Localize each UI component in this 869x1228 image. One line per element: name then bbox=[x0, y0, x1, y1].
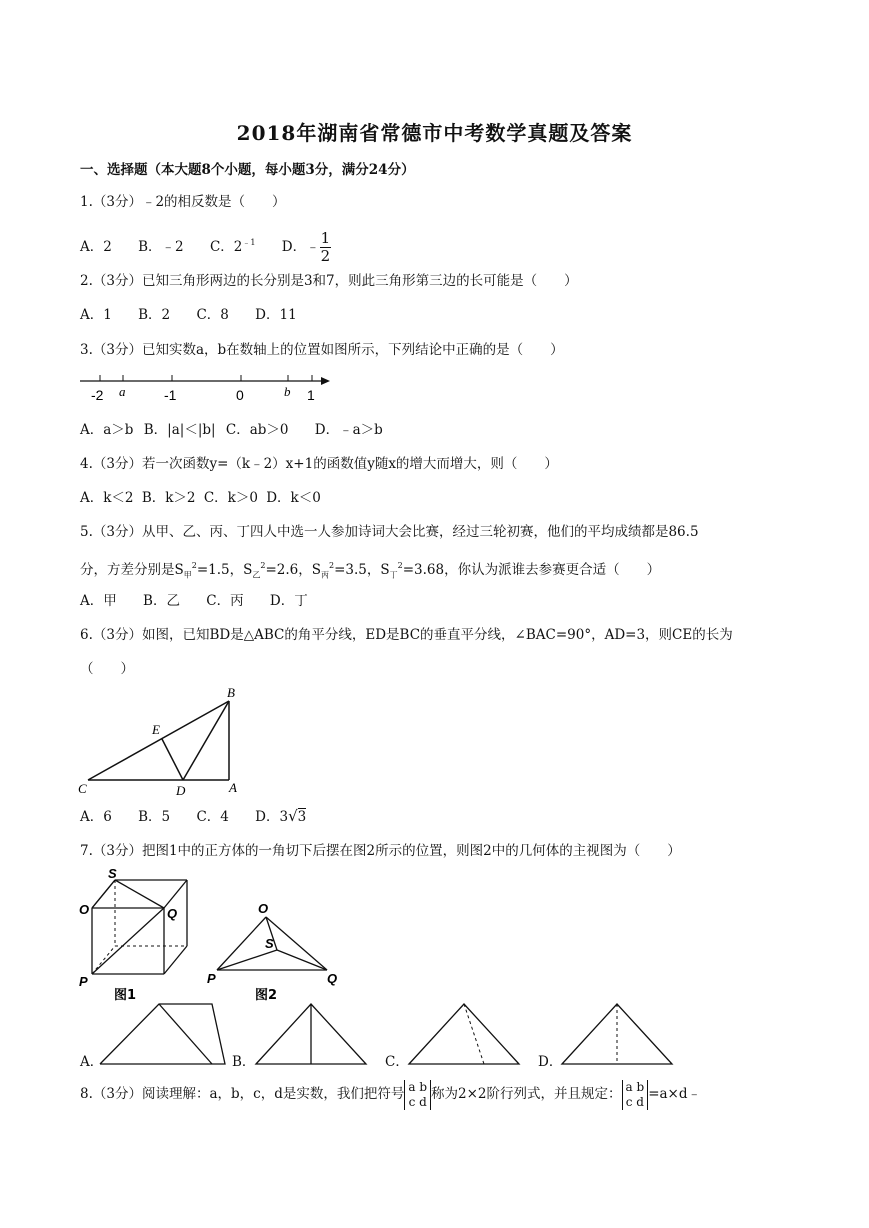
q2-option-d: D．11 bbox=[255, 307, 297, 323]
q7-option-a: A． bbox=[80, 1054, 104, 1070]
option-a-shape bbox=[100, 1004, 225, 1064]
q5-option-d: D．丁 bbox=[269, 593, 308, 609]
question-6-stem-line1: 6.（3分）如图，已知BD是△ABC的角平分线，ED是BC的垂直平分线，∠BAC=90°，AD=3，则CE的长为 bbox=[80, 627, 733, 643]
option-c-shape bbox=[409, 1004, 519, 1064]
q2-option-b: B．2 bbox=[138, 307, 171, 323]
axis-label-a: a bbox=[119, 384, 126, 399]
question-8-stem: 8.（3分）阅读理解：a，b，c，d是实数，我们把符号 a b c d 称为2×2阶行列式，并且规定： a b c d =a×d﹣ bbox=[80, 1079, 702, 1109]
q1-option-b: B．﹣2 bbox=[138, 239, 184, 255]
fig2-label-o: O bbox=[258, 901, 269, 916]
q6-option-d: D．3√3 bbox=[255, 807, 307, 825]
q3-option-c: C．ab＞0 bbox=[225, 422, 289, 438]
q3-option-d: D．﹣a＞b bbox=[314, 422, 383, 438]
figure-1-caption: 图1 bbox=[114, 988, 137, 1003]
q5-option-c: C．丙 bbox=[206, 593, 244, 609]
option-d-shape bbox=[562, 1004, 672, 1064]
determinant-definition: a b c d bbox=[622, 1080, 649, 1110]
figure-2-caption: 图2 bbox=[255, 988, 278, 1003]
fig1-label-q: Q bbox=[167, 906, 178, 921]
fig1-label-s: S bbox=[108, 866, 117, 881]
q6-option-c: C．4 bbox=[196, 809, 229, 825]
figure-2-tetrahedron bbox=[207, 901, 337, 1003]
q6-option-a: A．6 bbox=[80, 809, 112, 825]
section-heading: 一、选择题（本大题8个小题，每小题3分，满分24分） bbox=[80, 162, 415, 178]
vertex-b: B bbox=[227, 685, 235, 700]
fig1-label-p: P bbox=[79, 974, 88, 989]
q4-option-b: B．k＞2 bbox=[141, 490, 196, 506]
fig2-label-s: S bbox=[265, 936, 274, 951]
question-2-stem: 2.（3分）已知三角形两边的长分别是3和7，则此三角形第三边的长可能是（ ） bbox=[80, 273, 578, 289]
vertex-c: C bbox=[78, 781, 87, 796]
fig1-label-o: O bbox=[79, 902, 90, 917]
question-5-stem-line1: 5.（3分）从甲、乙、丙、丁四人中选一人参加诗词大会比赛，经过三轮初赛，他们的平均成绩都是86.5 bbox=[80, 524, 699, 540]
figure-1-cube bbox=[79, 866, 187, 1003]
option-b-shape bbox=[256, 1004, 366, 1064]
question-1-stem: 1.（3分）﹣2的相反数是（ ） bbox=[80, 194, 286, 210]
q7-option-b: B． bbox=[232, 1054, 256, 1070]
q5-option-b: B．乙 bbox=[143, 593, 180, 609]
question-6-stem-line2: （ ） bbox=[80, 661, 134, 677]
q5-option-a: A．甲 bbox=[80, 593, 117, 609]
question-3-stem: 3.（3分）已知实数a，b在数轴上的位置如图所示，下列结论中正确的是（ ） bbox=[80, 342, 564, 358]
fig2-label-q: Q bbox=[327, 971, 338, 986]
axis-label-neg1: -1 bbox=[164, 387, 177, 403]
determinant-symbol: a b c d bbox=[404, 1080, 431, 1110]
q1-fraction: $\frac{1}{2}$ bbox=[320, 229, 331, 265]
q1-option-a: A．2 bbox=[80, 239, 112, 255]
q4-option-c: C．k＞0 bbox=[203, 490, 258, 506]
q4-option-a: A．k＜2 bbox=[80, 490, 134, 506]
axis-label-b: b bbox=[284, 384, 291, 399]
vertex-a: A bbox=[229, 780, 237, 795]
question-5-stem-line2: 分，方差分别是$S_甲^2=1.5$，$S_乙^2=2.6$，$S_丙^2=3.5$，$S_丁^2=3.68$，你认为派谁去参赛更合适（ ） bbox=[80, 561, 661, 580]
q6-option-b: B．5 bbox=[138, 809, 171, 825]
q7-option-c: C． bbox=[385, 1054, 409, 1070]
q2-option-c: C．8 bbox=[196, 307, 229, 323]
q7-option-d: D． bbox=[538, 1054, 563, 1070]
q4-option-d: D．k＜0 bbox=[266, 490, 321, 506]
q3-option-a: A．a＞b bbox=[80, 422, 134, 438]
q3-option-b: B．|a|＜|b| bbox=[143, 422, 216, 438]
question-7-stem: 7.（3分）把图1中的正方体的一角切下后摆在图2所示的位置，则图2中的几何体的主视图为（ ） bbox=[80, 843, 681, 859]
point-e: E bbox=[152, 722, 160, 737]
page-title: 2018年湖南省常德市中考数学真题及答案 bbox=[236, 121, 633, 145]
axis-label-neg2: -2 bbox=[91, 387, 104, 403]
question-4-stem: 4.（3分）若一次函数y=（k﹣2）x+1的函数值y随x的增大而增大，则（ ） bbox=[80, 456, 558, 472]
point-d: D bbox=[176, 783, 186, 798]
q1-option-d: D．﹣ $\frac{1}{2}$ bbox=[282, 239, 375, 255]
q1-option-c: C．$2^{﹣1}$ bbox=[209, 238, 256, 255]
axis-label-1: 1 bbox=[307, 387, 315, 403]
fig2-label-p: P bbox=[207, 971, 216, 986]
q2-option-a: A．1 bbox=[80, 307, 112, 323]
axis-label-0: 0 bbox=[236, 387, 244, 403]
